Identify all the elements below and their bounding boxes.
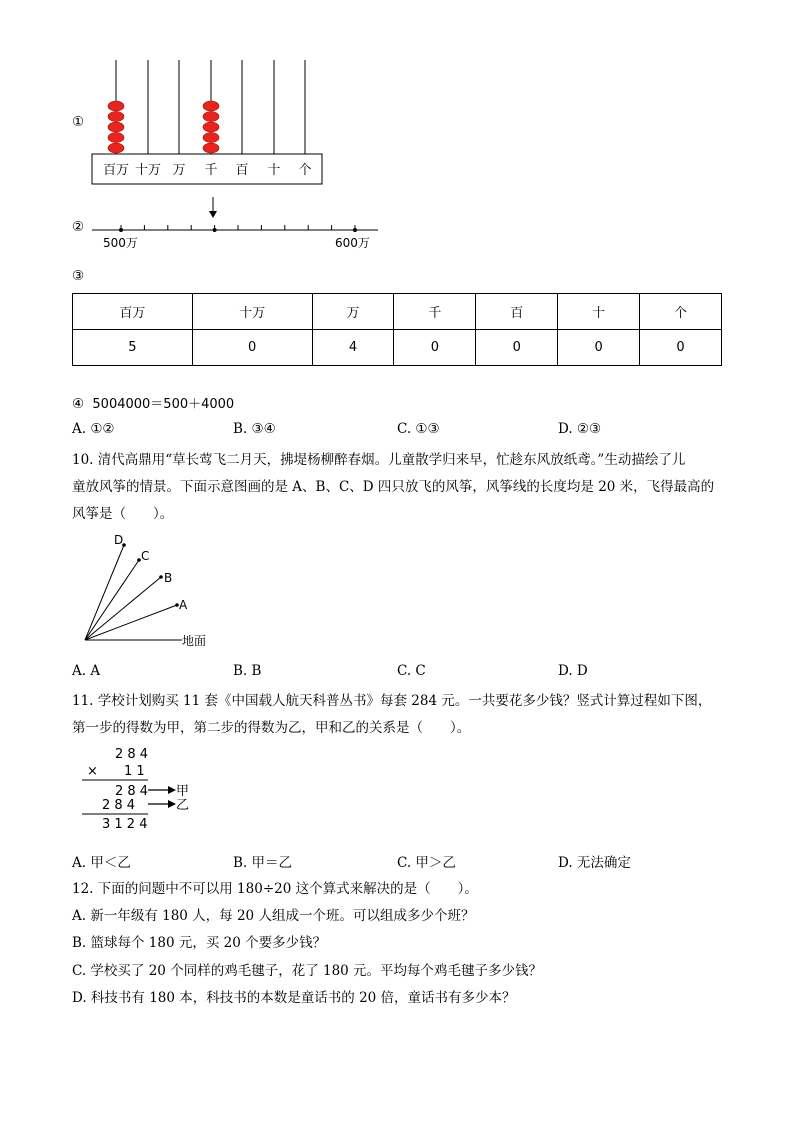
abacus-bead — [108, 101, 124, 111]
q10-stem-line-1: 10. 清代高鼎用“草长莺飞二月天，拂堤杨柳醉春烟。儿童散学归来早，忙趁东风放纸鸢。”生动描绘了儿 — [72, 452, 686, 468]
q12-option-b[interactable]: B. 篮球每个 180 元，买 20 个要多少钱？ — [72, 935, 327, 951]
calc-label-jia: 甲 — [176, 784, 190, 799]
q10-option-a[interactable]: A. A — [72, 663, 101, 679]
abacus-label: 千 — [204, 163, 218, 178]
q12-option-c[interactable]: C. 学校买了 20 个同样的鸡毛毽子，花了 180 元。平均每个鸡毛毽子多少钱？ — [72, 963, 543, 979]
number-line-dot — [213, 228, 217, 232]
abacus-label: 十万 — [134, 163, 162, 178]
q10-stem-line-3: 风筝是（ ）。 — [72, 506, 174, 522]
arrow-head — [209, 211, 217, 218]
number-line-dot — [119, 228, 123, 232]
q10-stem-line-2: 童放风筝的情景。下面示意图画的是 A、B、C、D 四只放飞的风筝，风筝线的长度均是 20 米，飞得最高的 — [72, 479, 715, 495]
item-2-marker: ② — [72, 219, 85, 235]
kite-label-b: B — [164, 571, 173, 585]
q12-option-a[interactable]: A. 新一年级有 180 人，每 20 人组成一个班。可以组成多少个班？ — [72, 908, 475, 924]
table-cell: 4 — [312, 330, 394, 366]
item-3-marker: ③ — [72, 268, 85, 284]
item-4-row — [72, 393, 234, 412]
table-header-cell: 个 — [640, 294, 722, 330]
calc-times-sign: × — [87, 764, 98, 779]
ground-label: 地面 — [182, 634, 207, 648]
place-value-table — [72, 293, 722, 366]
calc-result: 3 1 2 4 — [102, 817, 148, 832]
table-row — [73, 330, 722, 366]
vertical-calculation — [78, 742, 218, 837]
table-header-cell: 万 — [312, 294, 394, 330]
number-line-end-label: 600万 — [335, 236, 370, 250]
abacus-label: 百 — [235, 163, 249, 178]
abacus-bead — [203, 101, 219, 111]
abacus-bead — [203, 143, 219, 153]
number-line-ticks — [119, 225, 357, 232]
abacus-bead — [108, 133, 124, 143]
abacus-label: 万 — [172, 163, 186, 178]
q11-option-d[interactable]: D. 无法确定 — [558, 855, 631, 871]
abacus-bead — [108, 143, 124, 153]
abacus-bead — [203, 112, 219, 122]
table-cell: 0 — [558, 330, 640, 366]
kite-string-a — [85, 605, 177, 640]
arrow-yi-head — [168, 800, 176, 808]
abacus-bead — [203, 122, 219, 132]
abacus-label: 个 — [298, 163, 312, 178]
q9-option-b[interactable]: B. ③④ — [233, 421, 276, 437]
calc-step1: 2 8 4 — [115, 784, 149, 799]
table-header-cell: 十 — [558, 294, 640, 330]
q12-option-d[interactable]: D. 科技书有 180 本，科技书的本数是童话书的 20 倍，童话书有多少本？ — [72, 990, 516, 1006]
kite-string-d — [85, 545, 124, 640]
q10-option-b[interactable]: B. B — [233, 663, 262, 679]
number-line — [92, 195, 392, 255]
q9-option-a[interactable]: A. ①② — [72, 421, 115, 437]
table-cell: 0 — [394, 330, 476, 366]
abacus-beads — [108, 101, 219, 153]
kite-label-d: D — [114, 533, 124, 547]
q12-stem: 12. 下面的问题中不可以用 180÷20 这个算式来解决的是（ ）。 — [72, 881, 478, 897]
table-header-cell: 百 — [476, 294, 558, 330]
kite-label-a: A — [179, 598, 188, 612]
q10-option-c[interactable]: C. C — [397, 663, 426, 679]
table-cell: 5 — [73, 330, 193, 366]
calc-multiplicand: 2 8 4 — [115, 747, 149, 762]
q11-stem-line-2: 第一步的得数为甲，第二步的得数为乙，甲和乙的关系是（ ）。 — [72, 720, 471, 736]
q11-option-a[interactable]: A. 甲＜乙 — [72, 855, 131, 871]
kite-string-c — [85, 560, 139, 640]
q11-option-c[interactable]: C. 甲＞乙 — [397, 855, 456, 871]
calc-multiplier: 1 1 — [124, 764, 145, 779]
abacus-bead — [108, 122, 124, 132]
kite-point-b — [159, 575, 163, 579]
q9-option-c[interactable]: C. ①③ — [397, 421, 440, 437]
table-header-row — [73, 294, 722, 330]
calc-label-yi: 乙 — [176, 798, 190, 813]
table-cell: 0 — [476, 330, 558, 366]
q11-option-b[interactable]: B. 甲＝乙 — [233, 855, 293, 871]
table-header-cell: 百万 — [73, 294, 193, 330]
item-1-marker: ① — [72, 114, 85, 130]
abacus-labels — [103, 162, 312, 178]
kite-diagram — [80, 530, 230, 655]
number-line-dot — [353, 228, 357, 232]
table-cell: 0 — [192, 330, 312, 366]
number-line-start-label: 500万 — [103, 236, 138, 250]
item-4-text: 5004000＝500＋4000 — [92, 397, 235, 412]
arrow-jia-head — [168, 786, 176, 794]
abacus-bead — [108, 112, 124, 122]
q10-option-d[interactable]: D. D — [558, 663, 588, 679]
item-4-marker: ④ — [72, 396, 85, 412]
calc-step2: 2 8 4 — [102, 798, 136, 813]
abacus-label: 十 — [267, 163, 281, 178]
table-header-cell: 十万 — [192, 294, 312, 330]
table-header-cell: 千 — [394, 294, 476, 330]
abacus-diagram — [90, 55, 330, 190]
q9-option-d[interactable]: D. ②③ — [558, 421, 602, 437]
kite-string-b — [85, 577, 161, 640]
abacus-label: 百万 — [102, 163, 130, 178]
kite-label-c: C — [141, 549, 150, 563]
table-cell: 0 — [640, 330, 722, 366]
abacus-bead — [203, 133, 219, 143]
q11-stem-line-1: 11. 学校计划购买 11 套《中国载人航天科普丛书》每套 284 元。一共要花多少钱？竖式计算过程如下图， — [72, 693, 712, 709]
